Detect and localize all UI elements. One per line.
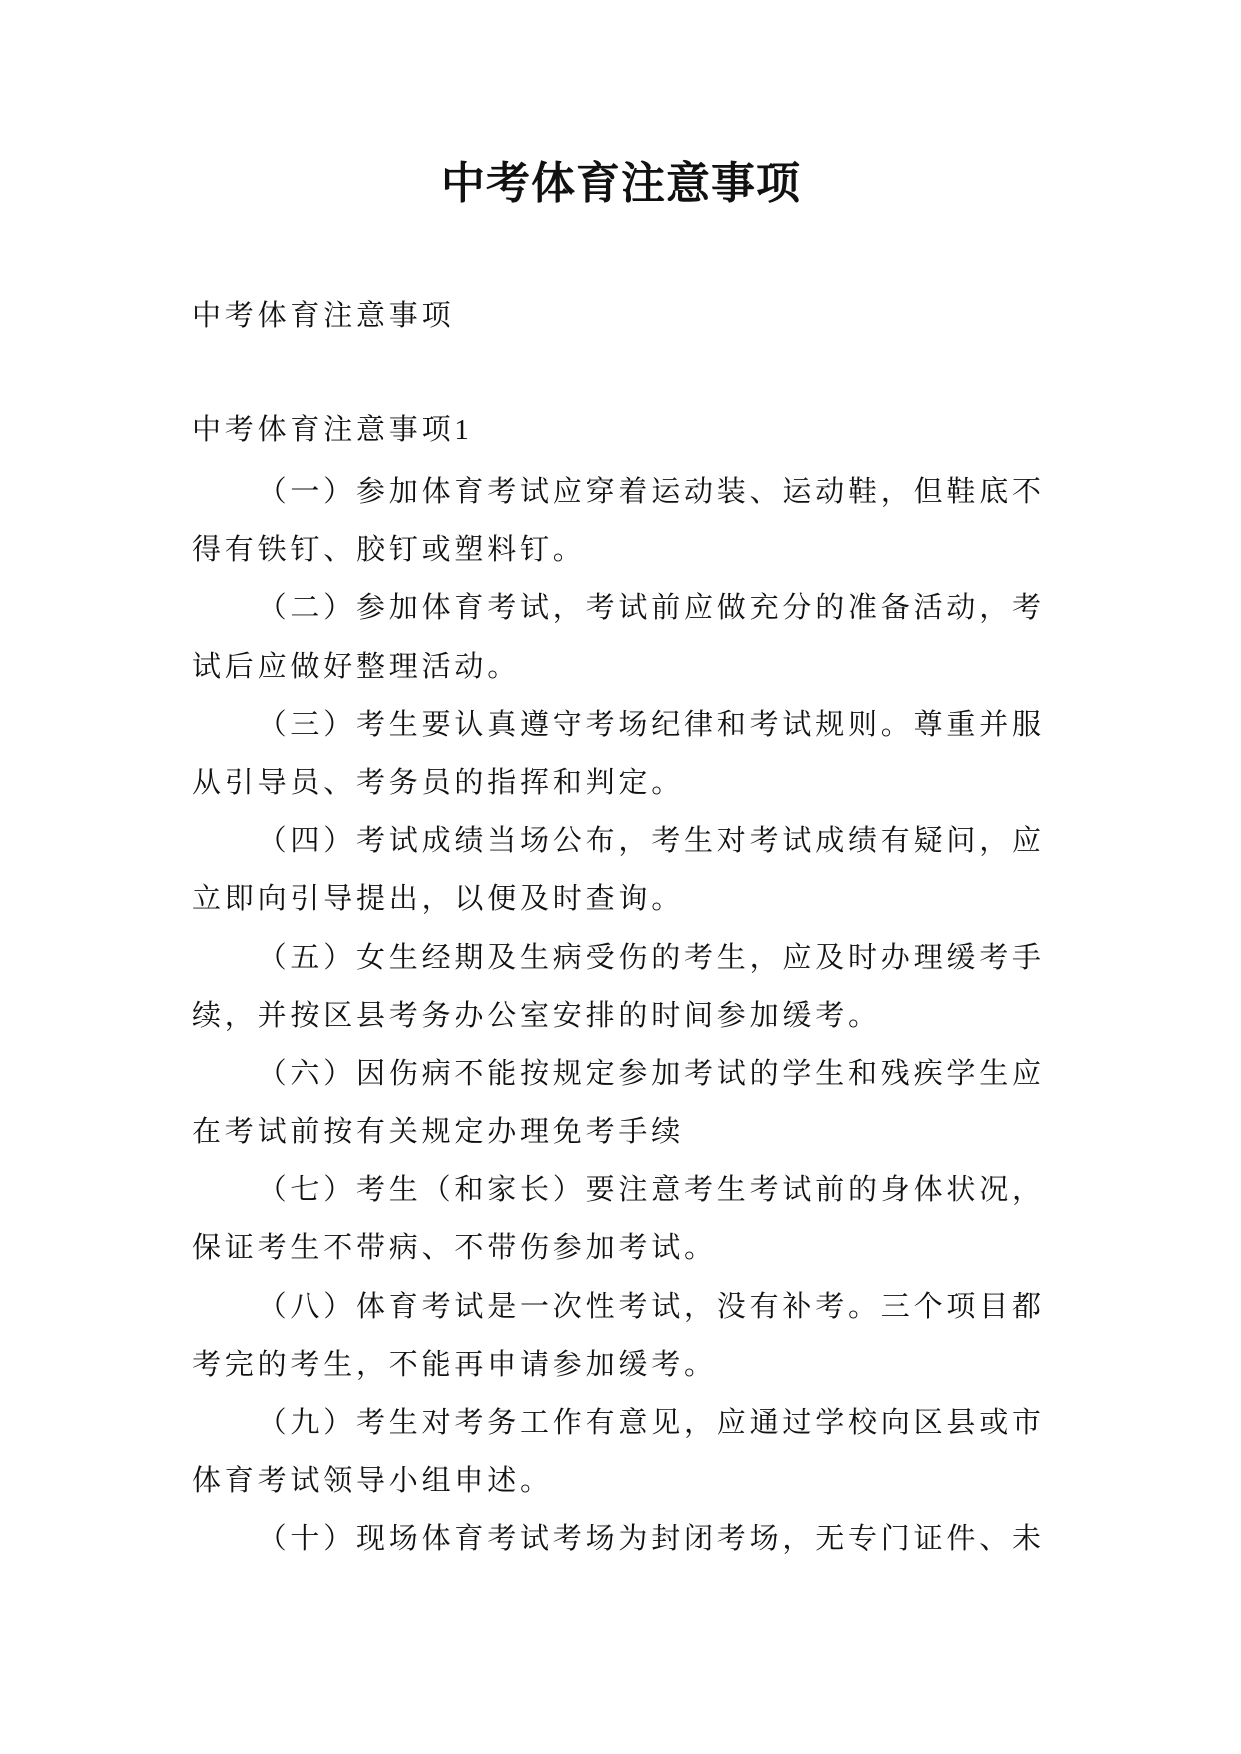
document-title: 中考体育注意事项 — [441, 159, 801, 208]
paragraph-1 — [192, 463, 1062, 579]
paragraph-line: （六）因伤病不能按规定参加考试的学生和残疾学生应 — [257, 1057, 1045, 1090]
paragraph-3 — [192, 696, 1062, 812]
paragraph-line: （五）女生经期及生病受伤的考生，应及时办理缓考手 — [257, 941, 1045, 974]
paragraph-line: （一）参加体育考试应穿着运动装、运动鞋，但鞋底不 — [257, 476, 1045, 508]
paragraph-line: （四）考试成绩当场公布，考生对考试成绩有疑问，应 — [257, 825, 1045, 858]
paragraph-9 — [192, 1394, 1062, 1510]
paragraph-line: 在考试前按有关规定办理免考手续 — [192, 1116, 685, 1149]
paragraph-line: （八）体育考试是一次性考试，没有补考。三个项目都 — [257, 1290, 1045, 1323]
paragraph-8 — [192, 1278, 1062, 1394]
paragraph-line: 体育考试领导小组申述。 — [192, 1465, 553, 1498]
paragraph-line: 立即向引导提出，以便及时查询。 — [192, 883, 685, 916]
paragraph-line: （九）考生对考务工作有意见，应通过学校向区县或市 — [257, 1407, 1045, 1439]
paragraph-line: （三）考生要认真遵守考场纪律和考试规则。尊重并服 — [257, 708, 1045, 741]
paragraph-line: 得有铁钉、胶钉或塑料钉。 — [192, 534, 586, 567]
paragraph-line: （十）现场体育考试考场为封闭考场，无专门证件、未 — [257, 1523, 1045, 1556]
paragraph-line: 从引导员、考务员的指挥和判定。 — [192, 766, 685, 799]
paragraph-line: 保证考生不带病、不带伤参加考试。 — [192, 1232, 717, 1265]
paragraph-line: 续，并按区县考务办公室安排的时间参加缓考。 — [192, 999, 881, 1032]
paragraph-10 — [192, 1510, 1062, 1568]
paragraph-line: 试后应做好整理活动。 — [192, 650, 521, 683]
paragraph-7 — [192, 1161, 1062, 1277]
document-body — [192, 463, 1062, 1569]
paragraph-5 — [192, 929, 1062, 1045]
paragraph-2 — [192, 579, 1062, 695]
paragraph-line: （二）参加体育考试，考试前应做充分的准备活动，考 — [257, 592, 1045, 625]
paragraph-6 — [192, 1045, 1062, 1161]
section-heading: 中考体育注意事项1 — [192, 414, 473, 446]
document-subtitle: 中考体育注意事项 — [192, 300, 455, 332]
paragraph-line: （七）考生（和家长）要注意考生考试前的身体状况， — [257, 1174, 1045, 1207]
paragraph-line: 考完的考生，不能再申请参加缓考。 — [192, 1348, 717, 1381]
paragraph-4 — [192, 812, 1062, 928]
